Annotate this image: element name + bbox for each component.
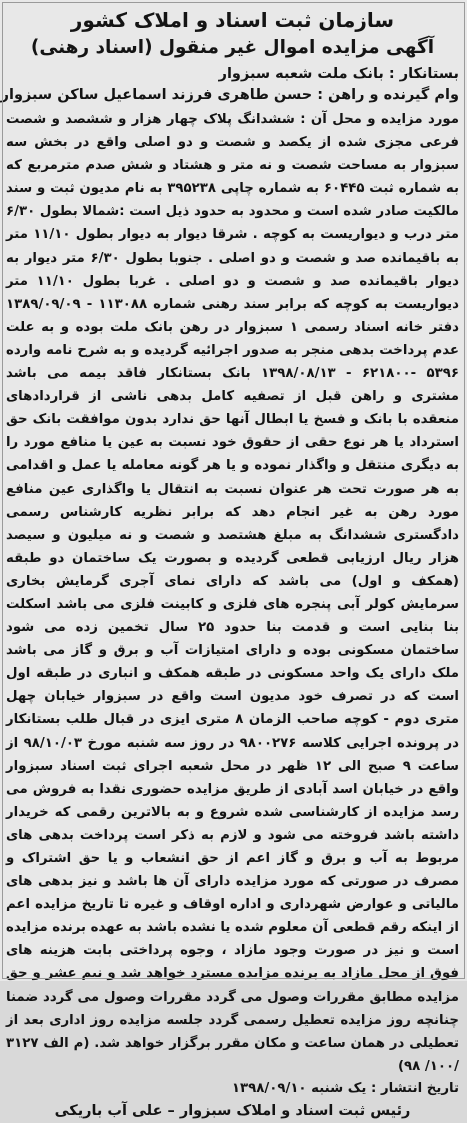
creditor-line: بستانکار : بانک ملت شعبه سبزوار (218, 66, 459, 82)
notice-body: مورد مزایده و محل آن : ششدانگ پلاک چهار هزار و ششصد و شصت فرعی مجزی شده از یکصد و شصت و دو اصلی واقع در بخش سه سبزوار به مساحت شصت و نه متر و هشتاد و شش صدم مترمربع که به شماره ثبت ۶۰۴۴۵ به شماره چاپی ۳۹۵۲۳۸ به نام مدیون ثبت و سند مالکیت صادر شده است و محدود به حدود ذیل است :شمالا بطول ۶/۳۰ متر درب و دیواریست به کوچه . شرقا دیوار به دیوار بطول ۱۱/۱۰ متر به باقیمانده صد و شصت و دو اصلی . جنوبا بطول ۶/۳۰ متر دیوار به دیوار باقیمانده صد و شصت و دو اصلی . غربا بطول ۱۱/۱۰ متر دیواریست به کوچه که برابر سند رهنی شماره ۱۱۳۰۸۸ - ۱۳۸۹/۰۹/۰۹ دفتر خانه اسناد رسمی ۱ سبزوار در رهن بانک ملت بوده و به علت عدم پرداخت بدهی منجر به صدور اجرائیه گردیده و به شرح نامه وارده ۵۳۹۶ -۶۲۱۸۰۰ - ۱۳۹۸/۰۸/۱۳ بانک بستانکار فاقد بیمه می باشد مشتری و راهن قبل از تصفیه کامل بدهی ناشی از قراردادهای منعقده با بانک و فسخ یا ابطال آنها حق ندارد بدون موافقت بانک حق استرداد یا هر نوع حقی از حقوق خود نسبت به عین یا منافع مورد را به دیگری منتقل و واگذار نموده و یا هر گونه معامله یا عمل و اقدامی به هر صورت تحت هر عنوان نسبت به انتقال یا واگذاری عین منافع مورد رهن به غیر انجام دهد که برابر نظریه کارشناس رسمی دادگستری ششدانگ به مبلغ هشتصد و شصت و نه میلیون و سیصد هزار ریال ارزیابی قطعی گردیده و بصورت یک ساختمان دو طبقه (همکف و اول) می باشد که دارای نمای آجری گرمایش بخاری سرمایش کولر آبی پنجره های فلزی و کابینت فلزی می باشد اسکلت بنا بنایی است و قدمت بنا حدود ۲۵ سال تخمین زده می شود ساختمان مسکونی بوده و دارای امتیازات آب و برق و گاز می باشد ملک دارای یک واحد مسکونی در طبقه همکف و انباری در طبقه اول است که در تصرف خود مدیون است واقع در سبزوار خیابان چهل متری دوم - کوچه صاحب الزمان ۸ متری ایزی در قبال طلب بستانکار در پرونده اجرایی کلاسه ۹۸۰۰۲۷۶ در روز سه شنبه مورخ ۹۸/۱۰/۰۳ از ساعت ۹ صبح الی ۱۲ ظهر در محل شعبه اجرای ثبت اسناد سبزوار واقع در خیابان اسد آبادی از طریق مزایده حضوری نقدا به فروش می رسد مزایده از کارشناسی شده شروع و به بالاترین رقمی که خریدار داشته باشد فروخته می شود و لازم به ذکر است پرداخت بدهی های مربوط به آب و برق و گاز اعم از حق انشعاب و یا حق اشتراک و مصرف در صورتی که مورد مزایده دارای آن ها باشد و نیز بدهی های مالیاتی و عوارض شهرداری و اداره اوقاف و غیره تا تاریخ مزایده اعم از اینکه رقم قطعی آن معلوم شده یا نشده باشد به عهده برنده مزایده است و نیز در صورت وجود مازاد ، وجوه پرداختی بابت هزینه های فوق از محل مازاد به برنده مزایده مسترد خواهد شد و نیم عشر و حق مزایده مطابق مقررات وصول می گردد مقررات وصول می گردد ضمنا چنانچه روز مزایده تعطیل رسمی گردد جلسه مزایده روز اداری بعد از تعطیلی در همان ساعت و مکان مقرر برگزار خواهد شد. (م الف ۳۱۲۷ /۱۰۰/ ۹۸) (6, 112, 460, 1074)
signature-line: رئیس ثبت اسناد و املاک سبزوار – علی آب باریکی (54, 1102, 411, 1119)
debtor-line: وام گیرنده و راهن : حسن طاهری فرزند اسماعیل ساکن سبزوار (0, 87, 459, 103)
org-title: سازمان ثبت اسناد و املاک کشور (70, 8, 395, 32)
notice-title: آگهی مزایده اموال غیر منقول (اسناد رهنی) (30, 37, 435, 58)
publish-date: تاریخ انتشار : یک شنبه ۱۳۹۸/۰۹/۱۰ (231, 1080, 459, 1096)
